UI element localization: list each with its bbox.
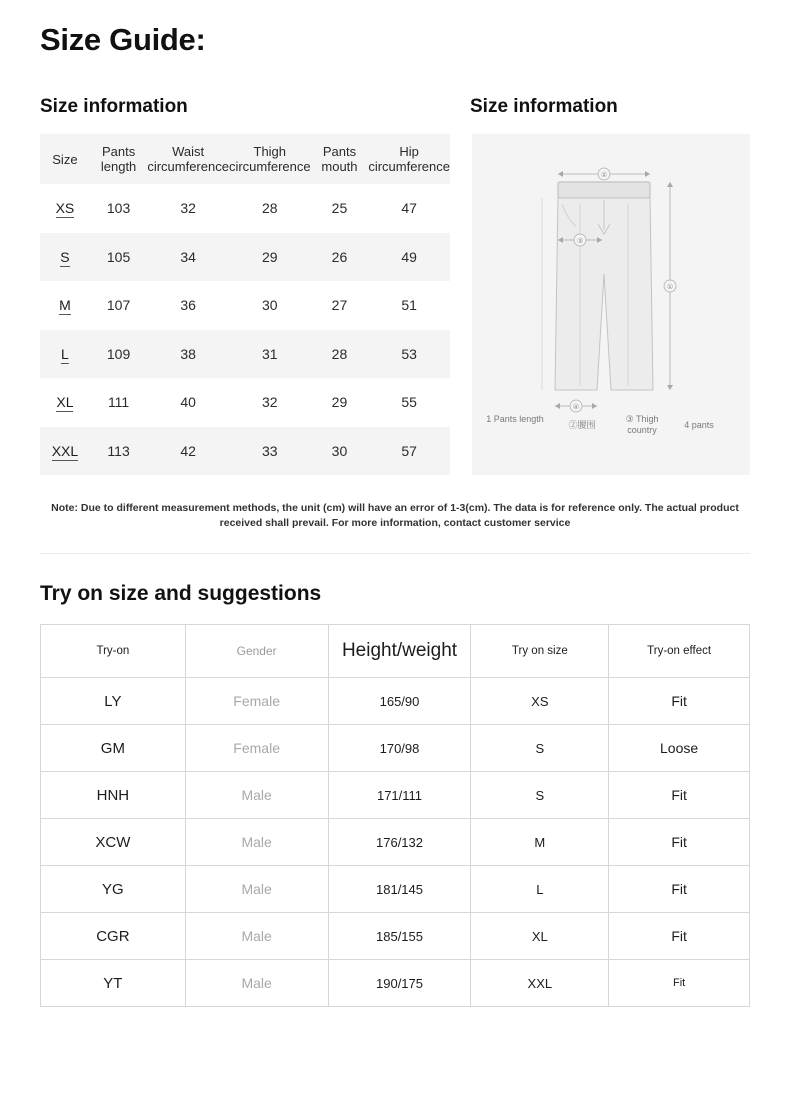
cell-height-weight: 185/155 [328,913,471,960]
cell-size: M [59,297,71,314]
cell-try-on-size: XS [471,678,609,725]
table-row [41,960,750,1007]
cell-thigh: 29 [261,248,278,265]
measurement-note: Note: Due to different measurement methods, the unit (cm) will have an error of 1-3(cm). The data is for reference only. The actual product received shall prevail. For more information, contact customer service [51,502,739,529]
section-headings [40,96,750,118]
cell-try-on-size: L [471,866,609,913]
cell-height-weight: 171/111 [328,772,471,819]
table-row [41,913,750,960]
cell-waist: 36 [180,297,196,314]
cell-pants-length: 105 [106,248,131,265]
svg-text:①: ① [666,283,674,291]
col-header-gender: Gender [185,625,328,678]
col-header-waist-circumference: Waist circumference [147,134,229,184]
cell-pants-mouth: 27 [331,297,348,314]
size-table-header-row [40,134,450,184]
cell-hip: 51 [401,297,417,314]
col-header-height-weight: Height/weight [328,625,471,678]
cell-height-weight: 165/90 [328,678,471,725]
cell-tryon-name: YG [41,866,186,913]
cell-hip: 53 [401,345,417,362]
cell-height-weight: 176/132 [328,819,471,866]
cell-hip: 57 [401,442,417,459]
cell-height-weight: 190/175 [328,960,471,1007]
table-row [41,678,750,725]
cell-try-on-effect: Fit [609,819,750,866]
svg-text:④: ④ [572,403,580,411]
cell-gender: Male [185,960,328,1007]
cell-thigh: 33 [261,442,278,459]
cell-tryon-name: YT [41,960,186,1007]
col-header-size: Size [40,134,90,184]
tryon-section-title: Try on size and suggestions [40,582,322,605]
cell-waist: 42 [180,442,196,459]
cell-tryon-name: HNH [41,772,186,819]
diagram-label-pants-length: 1 Pants length [486,414,544,424]
cell-try-on-effect: Fit [609,866,750,913]
pants-measurement-diagram [472,134,750,475]
col-header-pants-length: Pants length [90,134,147,184]
table-row [40,427,450,476]
cell-thigh: 31 [261,345,278,362]
size-table-head [40,134,450,184]
table-row [40,378,450,427]
col-header-hip-circumference: Hip circumference [368,134,450,184]
table-row [40,233,450,282]
table-row [41,866,750,913]
cell-try-on-size: XXL [471,960,609,1007]
cell-size: L [61,345,69,362]
cell-gender: Male [185,772,328,819]
tryon-table [40,624,750,1007]
size-information-heading-right: Size information [470,96,618,117]
diagram-label-thigh: ③ Thigh country [625,414,659,435]
cell-waist: 38 [180,345,196,362]
size-information-table [40,134,450,475]
table-row [40,330,450,379]
diagram-label-pants-mouth: 4 pants [684,420,714,430]
col-header-pants-mouth: Pants mouth [311,134,369,184]
table-row [41,819,750,866]
page-title: Size Guide: [40,22,206,57]
cell-pants-mouth: 28 [331,345,348,362]
cell-try-on-effect: Fit [609,960,750,1007]
cell-tryon-name: GM [41,725,186,772]
cell-thigh: 28 [261,200,278,217]
cell-tryon-name: XCW [41,819,186,866]
cell-size: XXL [51,442,79,459]
cell-gender: Male [185,866,328,913]
cell-pants-length: 111 [107,394,130,411]
cell-gender: Female [185,678,328,725]
tryon-table-head [41,625,750,678]
cell-thigh: 32 [261,394,278,411]
cell-size: XL [56,394,74,411]
cell-try-on-effect: Fit [609,913,750,960]
cell-pants-mouth: 25 [331,200,348,217]
cell-pants-length: 109 [106,345,131,362]
table-row [41,772,750,819]
section-divider [40,553,750,554]
cell-pants-length: 107 [106,297,131,314]
cell-hip: 47 [401,200,417,217]
cell-waist: 40 [180,394,196,411]
table-row [40,281,450,330]
cell-try-on-size: S [471,772,609,819]
size-top-row [40,134,750,475]
size-information-heading-left: Size information [40,96,188,117]
cell-try-on-effect: Fit [609,772,750,819]
cell-height-weight: 170/98 [328,725,471,772]
cell-tryon-name: LY [41,678,186,725]
col-header-tryon: Try-on [41,625,186,678]
cell-waist: 34 [180,248,196,265]
cell-waist: 32 [180,200,196,217]
svg-text:③: ③ [576,237,584,245]
cell-size: S [60,248,70,265]
cell-gender: Male [185,913,328,960]
svg-text:②: ② [600,171,608,179]
cell-try-on-effect: Fit [609,678,750,725]
cell-tryon-name: CGR [41,913,186,960]
cell-gender: Male [185,819,328,866]
tryon-table-body [41,678,750,1007]
cell-gender: Female [185,725,328,772]
cell-pants-mouth: 26 [331,248,348,265]
cell-try-on-effect: Loose [609,725,750,772]
cell-height-weight: 181/145 [328,866,471,913]
table-row [41,725,750,772]
size-table-body [40,184,450,475]
cell-size: XS [55,200,75,217]
cell-pants-mouth: 29 [331,394,348,411]
cell-pants-mouth: 30 [331,442,348,459]
cell-pants-length: 113 [107,442,130,459]
cell-try-on-size: S [471,725,609,772]
cell-hip: 55 [401,394,417,411]
cell-try-on-size: XL [471,913,609,960]
diagram-label-waist: ②腰围 [568,420,596,430]
tryon-header-row [41,625,750,678]
table-row [40,184,450,233]
cell-thigh: 30 [261,297,278,314]
col-header-try-on-size: Try on size [471,625,609,678]
cell-pants-length: 103 [106,200,131,217]
cell-try-on-size: M [471,819,609,866]
cell-hip: 49 [401,248,417,265]
col-header-try-on-effect: Try-on effect [609,625,750,678]
col-header-thigh-circumference: Thigh circumference [229,134,311,184]
